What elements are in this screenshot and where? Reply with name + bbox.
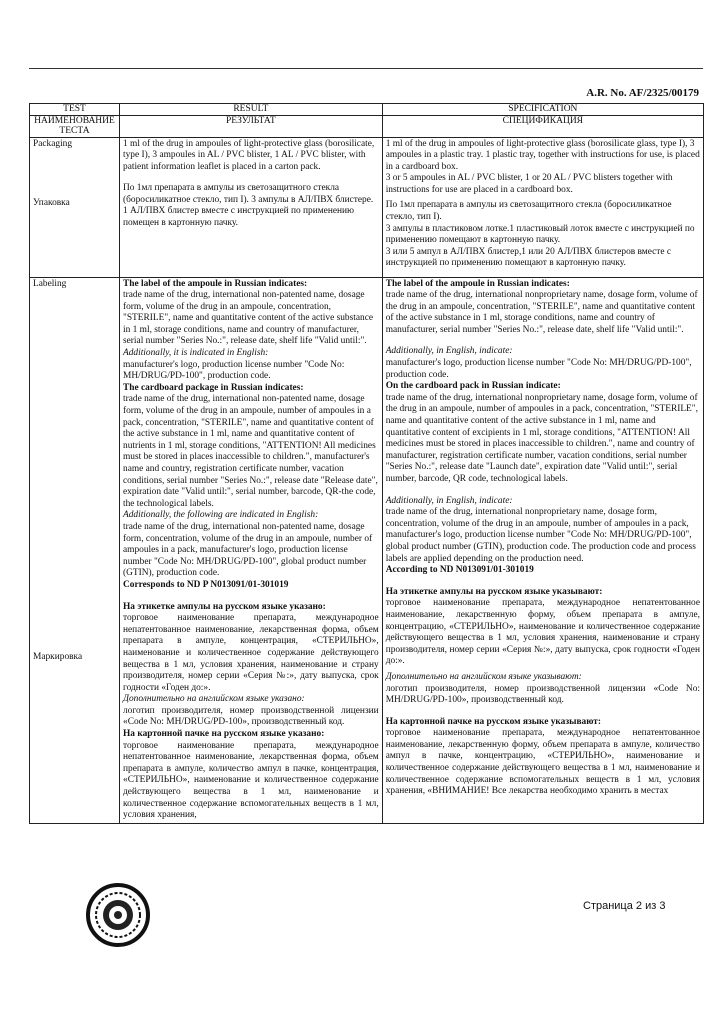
- spec-ru-ampoule-heading: На этикетке ампулы на русском языке указывают:: [385, 586, 603, 597]
- result-en-corresponds: Corresponds to ND P N013091/01-301019: [123, 579, 289, 590]
- result-en-carton-heading: The cardboard package in Russian indicates:: [123, 382, 304, 393]
- result-ru-ampoule-english-note: Дополнительно на английском языке указано:: [123, 694, 305, 705]
- result-ru-ampoule-english-text: логотип производителя, номер производственной лицензии «Code No: MH/DRUG/PD-100», производственный код.: [123, 705, 379, 728]
- result-ru-carton-text: торговое наименование препарата, международное непатентованное наименование, лекарственная форма, объем препарата в ампуле, количество ампул в пачке, концентрация, «СТЕРИЛЬНО», наименование и количественное содержание действующего вещества в 1 мл, наименование и количественное содержание вспомогательных веществ в 1 мл, условия хранения,: [123, 740, 379, 821]
- result-ru-carton-heading: На картонной пачке на русском языке указано:: [123, 729, 325, 740]
- result-en-ampoule-english-note: Additionally, it is indicated in English:: [123, 348, 269, 359]
- labeling-test-cell: [30, 277, 120, 823]
- ar-number: A.R. No. AF/2325/00179: [586, 87, 699, 99]
- spec-ru-ampoule-english-text: логотип производителя, номер производственной лицензии «Code No: MH/DRUG/PD-100», производственный код.: [385, 683, 700, 706]
- labeling-row: [30, 277, 704, 823]
- result-ru-ampoule-heading: На этикетке ампулы на русском языке указано:: [123, 601, 326, 612]
- result-column-header: [120, 104, 383, 138]
- spec-en-ampoule-english-text: manufacturer's logo, production license number "Code No: MH/DRUG/PD-100", production code.: [385, 358, 692, 380]
- result-header-ru: РЕЗУЛЬТАТ: [225, 115, 276, 126]
- packaging-test-en: Packaging: [33, 138, 73, 149]
- spec-ru-ampoule-english-note: Дополнительно на английском языке указывают:: [385, 671, 582, 682]
- spec-ru-carton-heading: На картонной пачке на русском языке указывают:: [385, 716, 601, 727]
- spec-header-en: SPECIFICATION: [383, 104, 703, 116]
- result-en-carton-text: trade name of the drug, international non-patented name, dosage form, volume of the drug in an ampoule, number of ampoules in a pack, concentration, "STERILE", name and quantitative content of the active substance in 1 ml, name and quantitative content of nutrients in 1 ml, storage conditions, "ATTENTION! All medicines must be stored in places inaccessible to children.", manufacturer's name and country, registration certificate number, vacation conditions, serial number "Series No.:", release date "Release date", expiration date "Valid until:", serial number, barcode, QR-the code, the technological labels.: [123, 394, 378, 509]
- packaging-spec-ru-2: 3 ампулы в пластиковом лотке.1 пластиковый лоток вместе с инструкцией по применению помещают в картонную пачку.: [385, 223, 695, 246]
- labeling-test-en: Labeling: [33, 278, 67, 289]
- packaging-spec-en-2: 3 or 5 ampoules in AL / PVC blister, 1 or 20 AL / PVC blisters together with instructions for use are placed in a cardboard box.: [385, 173, 673, 195]
- result-en-ampoule-text: trade name of the drug, international non-patented name, dosage form, volume of the drug in an ampoule, concentration, "STERILE", name and quantitative content of the active substance in 1 ml, storage conditions, name and country of manufacturer, serial number "Series No.:", release date, shelf life "Valid until:".: [123, 290, 374, 347]
- packaging-row: [30, 137, 704, 277]
- spec-en-ampoule-english-note: Additionally, in English, indicate:: [385, 346, 513, 357]
- packaging-spec-en-1: 1 ml of the drug in ampoules of light-protective glass (borosilicate glass, type I), 3 ampoules in a plastic tray. 1 plastic tray, together with instructions for use, is placed in a cardboard box.: [385, 138, 700, 172]
- result-ru-ampoule-text: торговое наименование препарата, международное непатентованное наименование, лекарственная форма, объем препарата в ампуле, концентрация, «СТЕРИЛЬНО», наименование и количественное содержание действующего вещества в 1 мл, условия хранения, наименование и страну производителя, номер серии «Серия №:», дату выпуска, срок годности «Годен до:».: [123, 613, 379, 693]
- top-rule: [29, 68, 703, 69]
- spec-en-ampoule-heading: The label of the ampoule in Russian indicates:: [385, 278, 570, 289]
- packaging-spec-ru-3: 3 или 5 ампул в АЛ/ПВХ блистер,1 или 20 АЛ/ПВХ блистеров вместе с инструкцией по применению помещают в картонную пачку.: [385, 246, 672, 269]
- test-column-header: [30, 104, 120, 138]
- seal-stamp-icon: [86, 883, 150, 947]
- spec-en-carton-text: trade name of the drug, international nonproprietary name, dosage form, volume of the drug in an ampoule, number of ampoules in a pack, concentration, "STERILE", name and quantitative content of the active substance in 1 ml, name and quantitative content of excipients in 1 ml, storage conditions, "ATTENTION! All medicines must be stored in places inaccessible to children.", name and country of manufacturer, registration certificate number, vacation conditions, serial number "Series No.:", release date "Launch date", expiration date "Valid until:", serial number, barcode, QR code, technological labels.: [385, 392, 698, 484]
- spec-en-carton-heading: On the cardboard pack in Russian indicate:: [385, 381, 561, 392]
- labeling-test-ru: Маркировка: [33, 652, 83, 663]
- spec-header-ru: СПЕЦИФИКАЦИЯ: [502, 115, 584, 126]
- labeling-spec-cell: [382, 277, 703, 823]
- packaging-spec-cell: [382, 137, 703, 277]
- result-header-en: RESULT: [120, 104, 382, 116]
- page-number: Страница 2 из 3: [583, 900, 666, 912]
- packaging-result-cell: [120, 137, 383, 277]
- packaging-spec-ru-1: По 1мл препарата в ампулы из светозащитного стекла (боросиликатное стекло, тип I).: [385, 200, 672, 223]
- specification-table: [29, 103, 704, 824]
- test-header-ru: НАИМЕНОВАНИЕ ТЕСТА: [34, 115, 115, 136]
- result-en-carton-english-text: trade name of the drug, international non-patented name, dosage form, concentration, volume of the drug in an ampoule, number of ampoules in a pack, manufacturer's logo, production license number "Code No: MH/DRUG/PD-100", global product number (GTIN), production code.: [123, 521, 373, 579]
- labeling-result-cell: [120, 277, 383, 823]
- spec-en-according: According to ND N013091/01-301019: [385, 565, 534, 576]
- result-en-ampoule-english-text: manufacturer's logo, production license number "Code No: MH/DRUG/PD-100", production code.: [123, 359, 345, 382]
- packaging-result-en: 1 ml of the drug in ampoules of light-protective glass (borosilicate, type I), 3 ampoules in AL / PVC blister, 1 AL / PVC blister, with patient information leaflet is placed in a carton pack.: [123, 138, 375, 172]
- result-en-ampoule-heading: The label of the ampoule in Russian indicates:: [123, 278, 308, 289]
- spec-column-header: [382, 104, 703, 138]
- packaging-test-cell: [30, 137, 120, 277]
- spec-en-ampoule-text: trade name of the drug, international nonproprietary name, dosage form, volume of the drug in an ampoule, concentration, "STERILE", name and quantitative content of the active substance in 1 ml, storage conditions, name and country of manufacturer, serial number "Series No.:", release date, shelf life "Valid until:".: [385, 290, 698, 335]
- result-en-carton-english-note: Additionally, the following are indicated in English:: [123, 510, 319, 521]
- packaging-test-ru: Упаковка: [33, 198, 70, 209]
- spec-ru-ampoule-text: торговое наименование препарата, международное непатентованное наименование, лекарственную форму, объем препарата в ампуле, концентрацию, «СТЕРИЛЬНО», наименование и количественное содержание действующего вещества в 1 мл, условия хранения, наименование и страну производителя, номер серии «Серия №:», дату выпуска, срок годности «Годен до:».: [385, 598, 700, 667]
- spec-en-carton-english-text: trade name of the drug, international nonproprietary name, dosage form, concentration, volume of the drug in an ampoule, number of ampoules in a pack, manufacturer's logo, production license number "Code No: MH/DRUG/PD-100", global product number (GTIN), production code. The production code and process labels are applied depending on the production need.: [385, 507, 696, 564]
- spec-en-carton-english-note: Additionally, in English, indicate:: [385, 495, 513, 506]
- test-header-en: TEST: [30, 104, 119, 116]
- table-header-row: [30, 104, 704, 138]
- packaging-result-ru: По 1мл препарата в ампулы из светозащитного стекла (боросиликатное стекло, тип I). 3 ампулы в АЛ/ПВХ блистере. 1 АЛ/ПВХ блистер вместе с инструкцией по применению помещен в картонную пачку.: [123, 183, 374, 229]
- spec-ru-carton-text: торговое наименование препарата, международное непатентованное наименование, лекарственную форму, объем препарата в ампуле, количество ампул в пачке, концентрацию, «СТЕРИЛЬНО», наименование и количественное содержание действующего вещества в 1 мл, наименование и количественное содержание вспомогательных веществ в 1 мл, условия хранения, «ВНИМАНИЕ! Все лекарства необходимо хранить в местах: [385, 728, 700, 797]
